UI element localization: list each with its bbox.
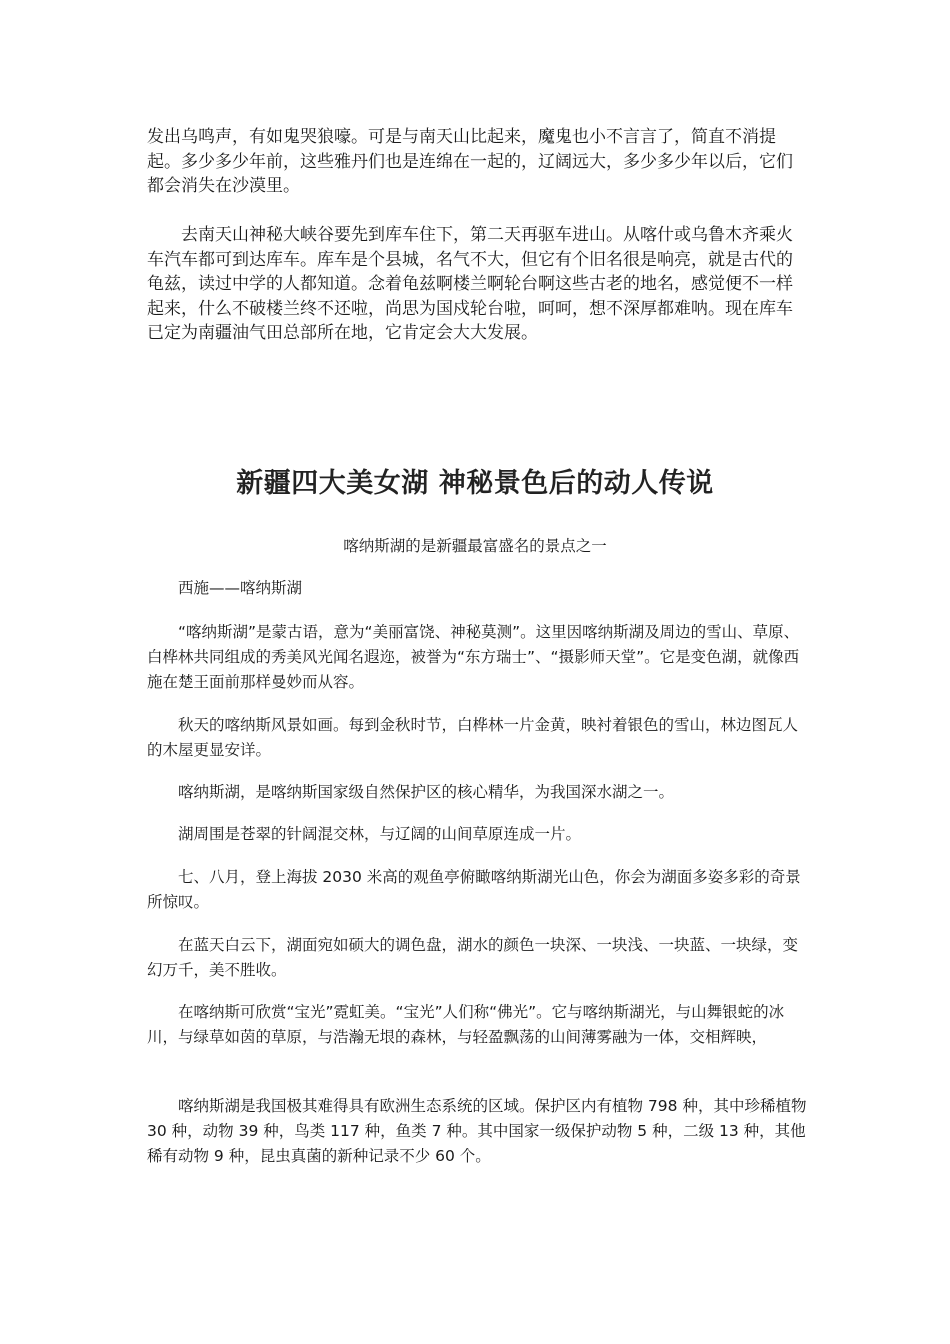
paragraph-color-palette: 在蓝天白云下，湖面宛如硕大的调色盘，湖水的颜色一块深、一块浅、一块蓝、一块绿，变幻万千，美不胜收。: [147, 936, 799, 979]
paragraph-core: 喀纳斯湖，是喀纳斯国家级自然保护区的核心精华，为我国深水湖之一。: [178, 783, 675, 801]
paragraph-autumn: 秋天的喀纳斯风景如画。每到金秋时节，白桦林一片金黄，映衬着银色的雪山，林边图瓦人的木屋更显安详。: [147, 716, 799, 759]
paragraph-ecosystem: 喀纳斯湖是我国极其难得具有欧洲生态系统的区域。保护区内有植物 798 种，其中珍稀植物 30 种，动物 39 种，鸟类 117 种，鱼类 7 种。其中国家一级保护动物 5 种，二级 13 种，其他稀有动物 9 种，昆虫真菌的新种记录不少 60 个。: [147, 1097, 807, 1165]
paragraph-buddha-light: 在喀纳斯可欣赏“宝光”霓虹美。“宝光”人们称“佛光”。它与喀纳斯湖光，与山舞银蛇的冰川，与绿草如茵的草原，与浩瀚无垠的森林，与轻盈飘荡的山间薄雾融为一体，交相辉映，: [147, 1003, 785, 1046]
paragraph-kanas-meaning: “喀纳斯湖”是蒙古语，意为“美丽富饶、神秘莫测”。这里因喀纳斯湖及周边的雪山、草原、白桦林共同组成的秀美风光闻名遐迩，被誉为“东方瑞士”、“摄影师天堂”。它是变色湖，就像西施在楚王面前那样曼妙而从容。: [147, 623, 800, 691]
section-heading-kanas: 西施——喀纳斯湖: [178, 579, 303, 597]
paragraph-rocks: 发出乌鸣声，有如鬼哭狼嚎。可是与南天山比起来，魔鬼也小不言言了，简直不消提起。多少多少年前，这些雅丹们也是连绵在一起的，辽阔远大，多少多少年以后，它们都会消失在沙漠里。: [147, 127, 793, 196]
paragraph-kuqa: 去南天山神秘大峡谷要先到库车住下，第二天再驱车进山。从喀什或乌鲁木齐乘火车汽车都可到达库车。库车是个县城，名气不大，但它有个旧名很是响亮，就是古代的龟兹，读过中学的人都知道。念着龟兹啊楼兰啊轮台啊这些古老的地名，感觉便不一样起来，什么不破楼兰终不还啦，尚思为国戍轮台啦，呵呵，想不深厚都难呐。现在库车已定为南疆油气田总部所在地，它肯定会大大发展。: [147, 225, 793, 343]
article-title: 新疆四大美女湖 神秘景色后的动人传说: [236, 468, 714, 500]
paragraph-fish-pavilion: 七、八月，登上海拔 2030 米高的观鱼亭俯瞰喀纳斯湖光山色，你会为湖面多姿多彩的奇景所惊叹。: [147, 868, 801, 911]
image-caption: 喀纳斯湖的是新疆最富盛名的景点之一: [343, 537, 607, 555]
paragraph-forest: 湖周围是苍翠的针阔混交林，与辽阔的山间草原连成一片。: [178, 825, 582, 843]
